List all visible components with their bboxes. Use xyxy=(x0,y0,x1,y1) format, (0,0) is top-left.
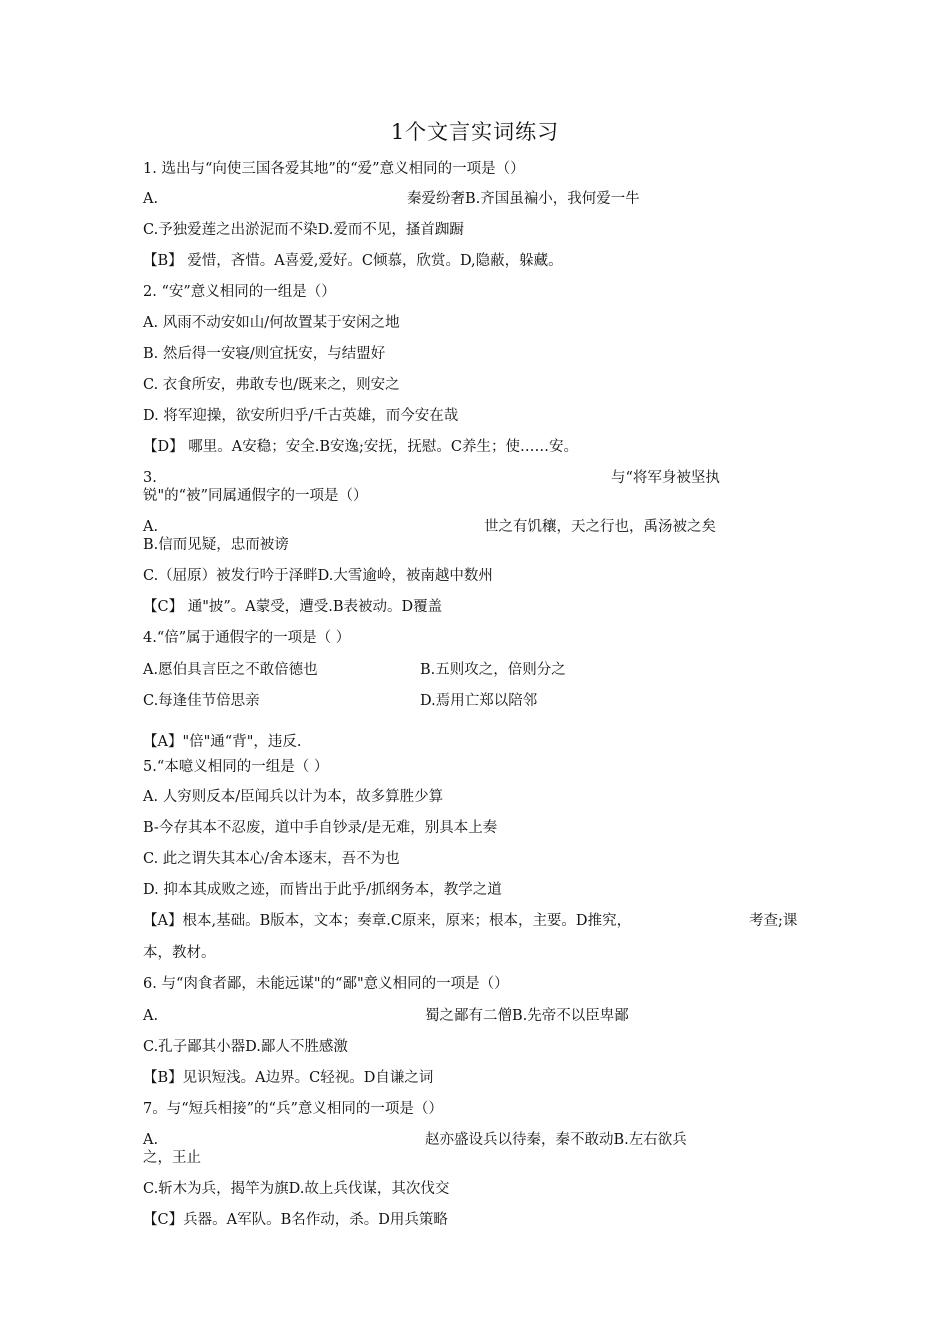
q5-option-a: A. 人穷则反本/臣闻兵以计为本，故多算胜少算 xyxy=(143,789,444,805)
q5-answer-part2: 考查;课 xyxy=(749,913,798,929)
q6-options-cd: C.孔子鄙其小器D.鄙人不胜感激 xyxy=(143,1039,348,1055)
q4-option-a: A.愿伯具言臣之不敢倍德也 xyxy=(143,662,318,678)
q6-options-ab: 蜀之鄙有二僧B.先帝不以臣卑鄙 xyxy=(425,1008,629,1024)
q1-options-ab: 秦爱纷奢B.齐国虽褊小，我何爱一牛 xyxy=(407,191,640,207)
q4-option-c: C.每逢佳节倍思亲 xyxy=(143,693,260,709)
q2-option-d: D. 将军迎操，欲安所归乎/千古英雄，而今安在哉 xyxy=(143,408,459,424)
q5-stem: 5.“本噫义相同的一组是（ ） xyxy=(143,759,329,775)
q5-answer-part3: 本，教材。 xyxy=(143,945,216,961)
q7-answer: 【C】兵器。A军队。B名作动，杀。D用兵策略 xyxy=(143,1212,448,1228)
q4-answer: 【A】"倍"通“背"，违反. xyxy=(143,734,302,750)
q3-stem-part2: 锐"的“被”同属通假字的一项是（） xyxy=(143,488,368,504)
q5-option-d: D. 抑本其成败之迹，而皆出于此乎/抓纲务本，教学之道 xyxy=(143,882,502,898)
q5-option-b: B-今存其本不忍废，道中手自钞录/是无难，别具本上奏 xyxy=(143,820,498,836)
q2-option-c: C. 衣食所安，弗敢专也/既来之，则安之 xyxy=(143,377,400,393)
q2-option-b: B. 然后得一安寝/则宜抚安，与结盟好 xyxy=(143,346,386,362)
q5-answer-part1: 【A】根本,基础。B版本，文本；奏章.C原来，原来；根本，主要。D推究， xyxy=(143,913,632,929)
q1-answer: 【B】 爱惜，吝惜。A喜爱,爱好。C倾慕，欣赏。D,隐蔽，躲藏。 xyxy=(143,253,563,269)
page-title: 1个文言实词练习 xyxy=(390,120,560,144)
q7-option-b-cont: 之，王止 xyxy=(143,1150,201,1166)
q3-option-b: B.信而见疑，忠而被谤 xyxy=(143,537,289,553)
q3-option-a: 世之有饥穰，天之行也，禹汤被之矣 xyxy=(484,519,716,535)
q7-options-ab: 赵亦盛设兵以待秦，秦不敢动B.左右欲兵 xyxy=(425,1132,687,1148)
q2-option-a: A. 风雨不动安如山/何故置某于安闲之地 xyxy=(143,315,400,331)
q2-stem: 2. “安”意义相同的一组是（） xyxy=(143,284,336,300)
q7-stem: 7。与“短兵相接”的“兵”意义相同的一项是（） xyxy=(143,1101,443,1117)
q1-options-cd: C.予独爱莲之出淤泥而不染D.爱而不见，搔首踟蹰 xyxy=(143,222,464,238)
q1-stem: 1. 选出与“向使三国各爱其地”的“爱”意义相同的一项是（） xyxy=(143,161,525,177)
q4-option-d: D.焉用亡郑以陪邻 xyxy=(420,693,538,709)
q7-option-a-label: A. xyxy=(143,1132,159,1148)
q2-answer: 【D】 哪里。A安稳；安全.B安逸;安抚，抚慰。C养生；使……安。 xyxy=(143,439,578,455)
q3-options-cd: C.（屈原）被发行吟于泽畔D.大雪逾岭，被南越中数州 xyxy=(143,568,493,584)
q3-option-a-label: A. xyxy=(143,519,159,535)
q5-option-c: C. 此之谓失其本心/舍本逐末，吾不为也 xyxy=(143,851,400,867)
q6-answer: 【B】见识短浅。A边界。C轻视。D自谦之词 xyxy=(143,1070,434,1086)
q3-stem-part1: 与“将军身被坚执 xyxy=(611,470,720,486)
q3-answer: 【C】 通"披”。A蒙受，遭受.B表被动。D覆盖 xyxy=(143,599,443,615)
q1-option-a-label: A. xyxy=(143,191,159,207)
q6-option-a-label: A. xyxy=(143,1008,159,1024)
q3-number: 3. xyxy=(143,470,157,486)
q4-stem: 4.“倍”属于通假字的一项是（ ） xyxy=(143,630,351,646)
q4-option-b: B.五则攻之，倍则分之 xyxy=(420,662,566,678)
q7-options-cd: C.斩木为兵，揭竿为旗D.故上兵伐谋，其次伐交 xyxy=(143,1181,450,1197)
q6-stem: 6. 与“肉食者鄙，未能远谋"的“鄙"意义相同的一项是（） xyxy=(143,976,509,992)
